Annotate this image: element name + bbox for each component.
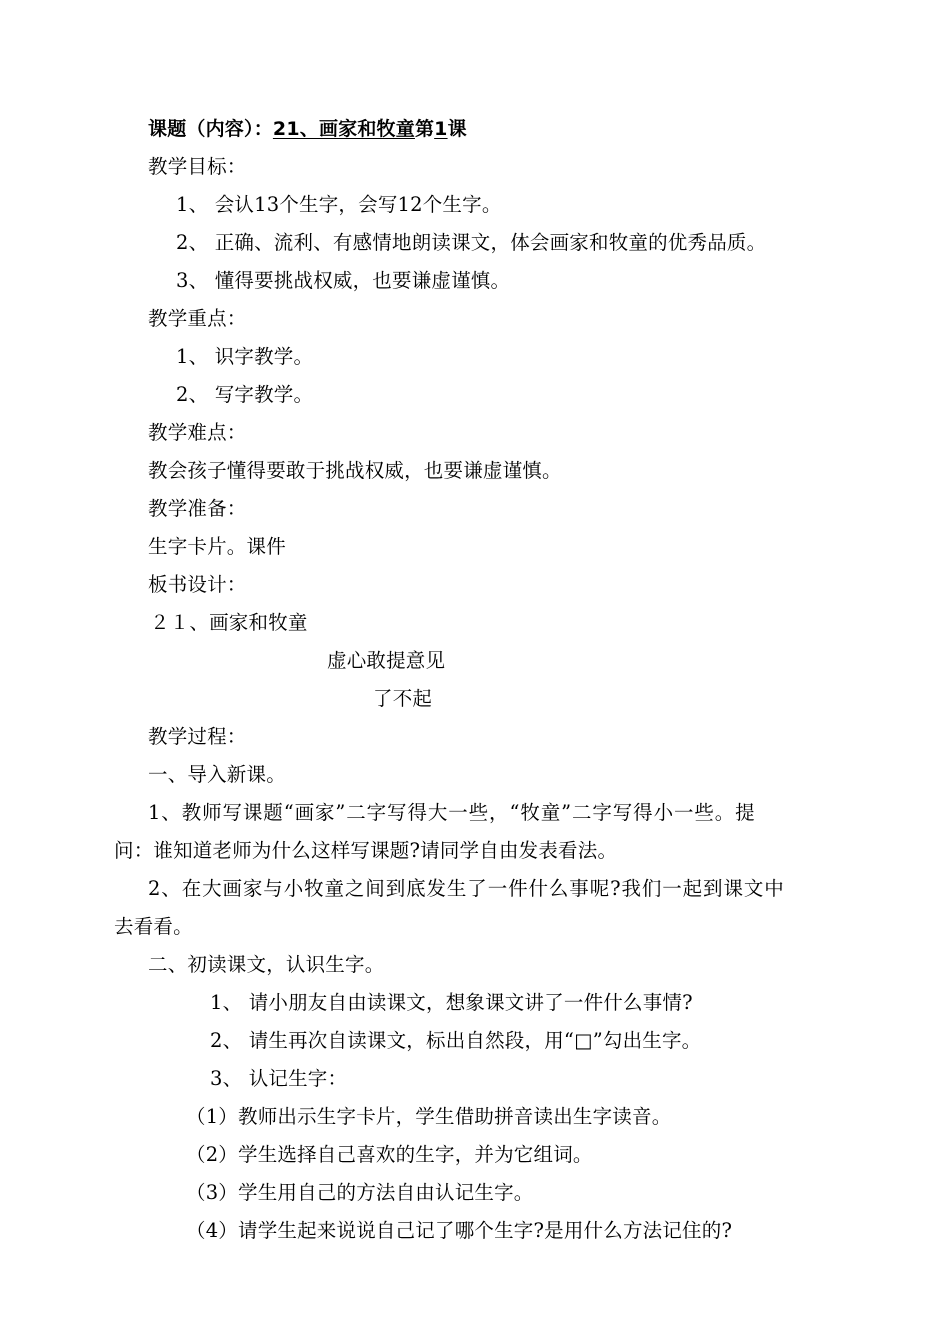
sub-step-item: （3）学生用自己的方法自由认记生字。 [186, 1181, 534, 1204]
step-item: 1、 请小朋友自由读课文，想象课文讲了一件什么事情? [210, 991, 693, 1014]
step-item: 3、 认记生字： [210, 1067, 348, 1090]
board-heading: 板书设计： [148, 573, 247, 596]
key-points-heading: 教学重点： [148, 307, 247, 330]
sub-step-item: （1）教师出示生字卡片，学生借助拼音读出生字读音。 [186, 1105, 672, 1128]
board-title: ２１、画家和牧童 [150, 611, 308, 634]
board-line-1: 虚心敢提意见 [327, 649, 446, 672]
title-number: 1 [434, 118, 448, 140]
title-lesson: 21、画家和牧童 [272, 118, 415, 140]
sub-step-item: （4）请学生起来说说自己记了哪个生字?是用什么方法记住的? [186, 1219, 733, 1242]
title-prefix: 课题（内容）： [148, 118, 273, 140]
sub-step-item: （2）学生选择自己喜欢的生字，并为它组词。 [186, 1143, 593, 1166]
process-heading: 教学过程： [148, 725, 247, 748]
board-line-2: 了不起 [373, 687, 433, 710]
preparation-text: 生字卡片。课件 [148, 535, 286, 558]
title-ke: 课 [447, 118, 467, 140]
paragraph-line: 2、在大画家与小牧童之间到底发生了一件什么事呢?我们一起到课文中 [148, 877, 785, 900]
goal-item: 1、 会认13个生字，会写12个生字。 [176, 193, 502, 216]
paragraph-line: 问：谁知道老师为什么这样写课题?请同学自由发表看法。 [114, 839, 618, 862]
key-point-item: 2、 写字教学。 [176, 383, 314, 406]
goal-item: 2、 正确、流利、有感情地朗读课文，体会画家和牧童的优秀品质。 [176, 231, 767, 254]
goal-item: 3、 懂得要挑战权威，也要谦虚谨慎。 [176, 269, 511, 292]
paragraph-line: 去看看。 [114, 915, 193, 938]
section-heading: 二、初读课文，认识生字。 [148, 953, 385, 976]
difficulty-text: 教会孩子懂得要敢于挑战权威，也要谦虚谨慎。 [148, 459, 562, 482]
title-di: 第 [414, 118, 435, 140]
difficulty-heading: 教学难点： [148, 421, 247, 444]
preparation-heading: 教学准备： [148, 497, 247, 520]
paragraph-line: 1、教师写课题“画家”二字写得大一些，“牧童”二字写得小一些。提 [148, 801, 756, 824]
step-item: 2、 请生再次自读课文，标出自然段，用“□”勾出生字。 [210, 1029, 702, 1052]
goals-heading: 教学目标： [148, 155, 247, 178]
key-point-item: 1、 识字教学。 [176, 345, 314, 368]
section-heading: 一、导入新课。 [148, 763, 286, 786]
lesson-title [148, 116, 467, 142]
